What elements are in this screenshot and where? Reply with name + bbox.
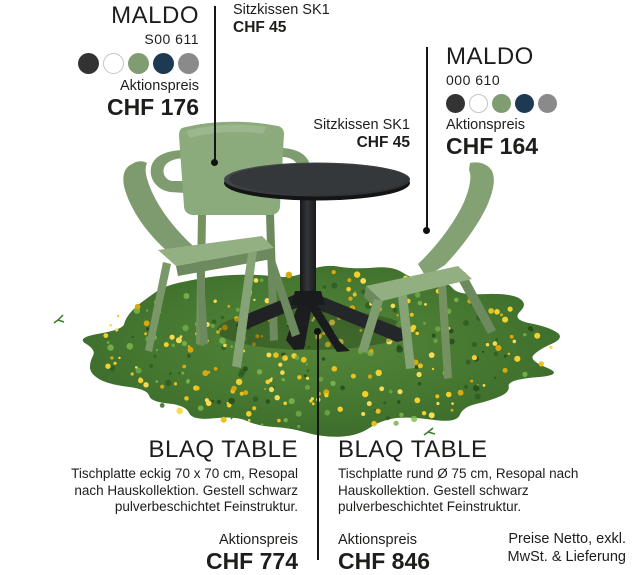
product-name: BLAQ TABLE [148,436,298,463]
article-number: S00 611 [144,31,199,47]
cushion-note-middle [313,117,410,152]
cushion-price: CHF 45 [356,134,410,151]
leader-line-table-divider [317,334,319,560]
product-description: Tischplatte rund Ø 75 cm, Resopal nach Hauskollektion. Gestell schwarz pulverbeschichtet Feinstruktur. [338,466,579,514]
color-swatch [446,94,465,113]
cushion-note-top [233,2,330,37]
color-swatch [103,53,124,74]
price-label: Aktionspreis [446,117,525,133]
price-label: Aktionspreis [338,531,417,548]
product-card-maldo-chair [446,44,636,159]
price-label: Aktionspreis [219,531,298,548]
color-swatch [178,53,199,74]
price-footnote: Preise Netto, exkl. MwSt. & Lieferung [507,531,626,565]
color-swatch [538,94,557,113]
price-value: CHF 176 [106,94,199,120]
cushion-name: Sitzkissen SK1 [313,117,410,133]
product-card-blaq-table-square [18,437,298,574]
leader-dot-chair-right [423,227,430,234]
product-name: MALDO [446,43,534,70]
product-name: MALDO [111,2,199,29]
color-swatch [153,53,174,74]
color-swatch [128,53,149,74]
product-card-maldo-armchair [0,3,199,120]
color-swatch [469,94,488,113]
price-value: CHF 164 [446,133,539,159]
color-swatch [515,94,534,113]
color-swatch-row [0,53,199,74]
product-description: Tischplatte eckig 70 x 70 cm, Resopal nach Hauskollektion. Gestell schwarz pulverbeschichtet Feinstruktur. [71,466,298,514]
color-swatch-row [446,94,636,113]
leader-dot-armchair [211,159,218,166]
price-value: CHF 846 [338,547,431,574]
cushion-name: Sitzkissen SK1 [233,2,330,18]
product-name: BLAQ TABLE [338,436,488,463]
price-value: CHF 774 [205,547,298,574]
article-number: 000 610 [446,72,501,88]
leader-line-armchair [214,6,216,160]
cushion-price: CHF 45 [233,19,287,36]
grass-patch [83,266,560,437]
color-swatch [492,94,511,113]
price-label: Aktionspreis [120,78,199,94]
color-swatch [78,53,99,74]
leader-line-chair-right [426,47,428,228]
